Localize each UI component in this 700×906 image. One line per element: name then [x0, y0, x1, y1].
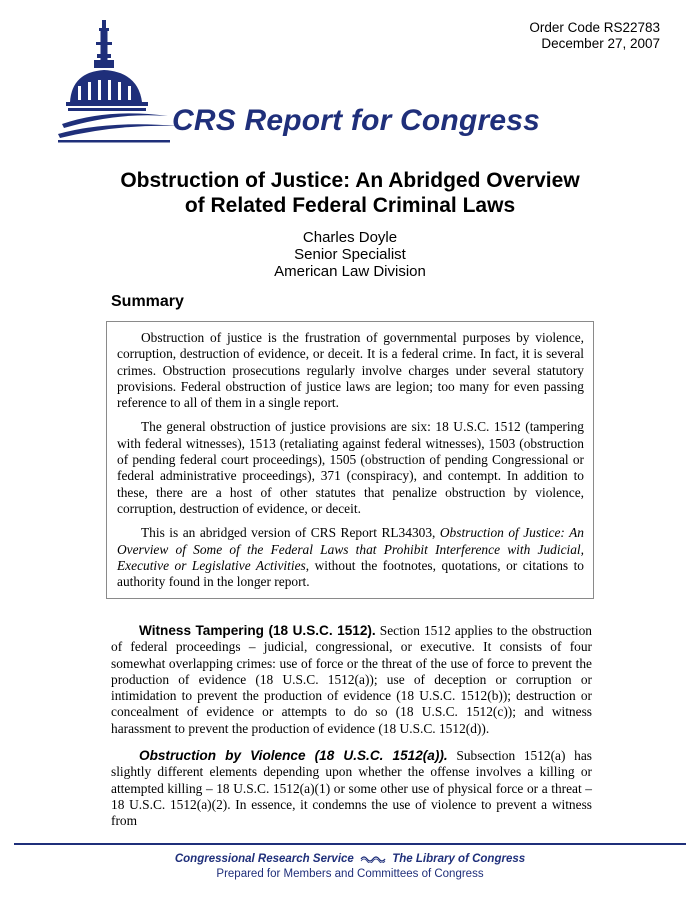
report-date: December 27, 2007 [541, 36, 660, 51]
summary-p3-text-end: , without the footnotes, quotations, or citations to authority found in the longer report. [117, 557, 584, 590]
summary-paragraph-3 [117, 525, 584, 590]
capitol-dome-icon [58, 16, 178, 146]
section-witness-tampering [111, 623, 592, 737]
section-obstruction-by-violence [111, 748, 592, 829]
wave-ornament-icon [360, 855, 386, 863]
author-division: American Law Division [274, 263, 426, 280]
report-title-line1: Obstruction of Justice: An Abridged Overview [120, 169, 580, 192]
report-body [111, 623, 592, 841]
author-name: Charles Doyle [302, 229, 398, 246]
footer-line-1 [60, 852, 640, 867]
summary-paragraph-2: The general obstruction of justice provisions are six: 18 U.S.C. 1512 (tampering with federal witnesses), 1513 (retaliating against federal witnesses), 1503 (obstruction of pending federal court proceedings), 1505 (obstruction of pending Congressional or federal administrative proceedings), 371 (conspiracy), and contempt. In addition to these, there are a host of other statutes that penalize obstruction by violence, corruption, destruction of evidence, or deceit. [117, 419, 584, 516]
footer-divider [14, 843, 686, 845]
report-title [70, 168, 630, 218]
author-block [150, 229, 550, 280]
section-text-obstruction-violence: Subsection 1512(a) has slightly different elements depending upon whether the offense involves a killing or attempted killing – 18 U.S.C. 1512(a)(1) or some other use of physical force or a threat – 18 U.S.C. 1512(a)(2). In essence, it condemns the use of violence to prevent a witness from [111, 748, 592, 829]
summary-p3-report-title: Obstruction of Justice: An Overview of Some of the Federal Laws that Prohibit Interference with Judicial, Executive or Legislative Activities [117, 525, 584, 573]
footer-line-2: Prepared for Members and Committees of Congress [216, 868, 484, 880]
summary-box [106, 321, 594, 599]
summary-heading: Summary [111, 293, 184, 310]
crs-report-title: CRS Report for Congress [172, 104, 540, 137]
footer-crs: Congressional Research Service [174, 853, 354, 865]
report-title-line2: of Related Federal Criminal Laws [184, 194, 516, 217]
summary-paragraph-1: Obstruction of justice is the frustration of governmental purposes by violence, corruption, destruction of evidence, or deceit. It is a federal crime. In fact, it is several crimes. Obstruction prosecutions regularly involve charges under several statutory provisions. Federal obstruction of justice laws are legion; too many for even passing reference to all of them in a single report. [117, 330, 584, 411]
order-code: Order Code RS22783 [529, 20, 660, 35]
author-role: Senior Specialist [294, 246, 406, 263]
section-text-witness-tampering: Section 1512 applies to the obstruction of federal proceedings – judicial, congressional, or executive. It consists of four somewhat overlapping crimes: use of force or the threat of the use of force to prevent the production of evidence (18 U.S.C. 1512(a)); use of deception or corruption or intimidation to prevent the production of evidence (18 U.S.C. 1512(b)); destruction or concealment of evidence or attempts to do so (18 U.S.C. 1512(c)); and witness harassment to prevent the production of evidence (18 U.S.C. 1512(d)). [111, 623, 592, 736]
footer-library: The Library of Congress [392, 853, 526, 865]
section-heading-witness-tampering: Witness Tampering (18 U.S.C. 1512). [139, 623, 376, 638]
section-heading-obstruction-violence: Obstruction by Violence (18 U.S.C. 1512(a)). [139, 748, 448, 764]
order-info [529, 20, 660, 52]
footer [60, 852, 640, 882]
summary-p3-text: This is an abridged version of CRS Report RL34303, [141, 525, 440, 541]
